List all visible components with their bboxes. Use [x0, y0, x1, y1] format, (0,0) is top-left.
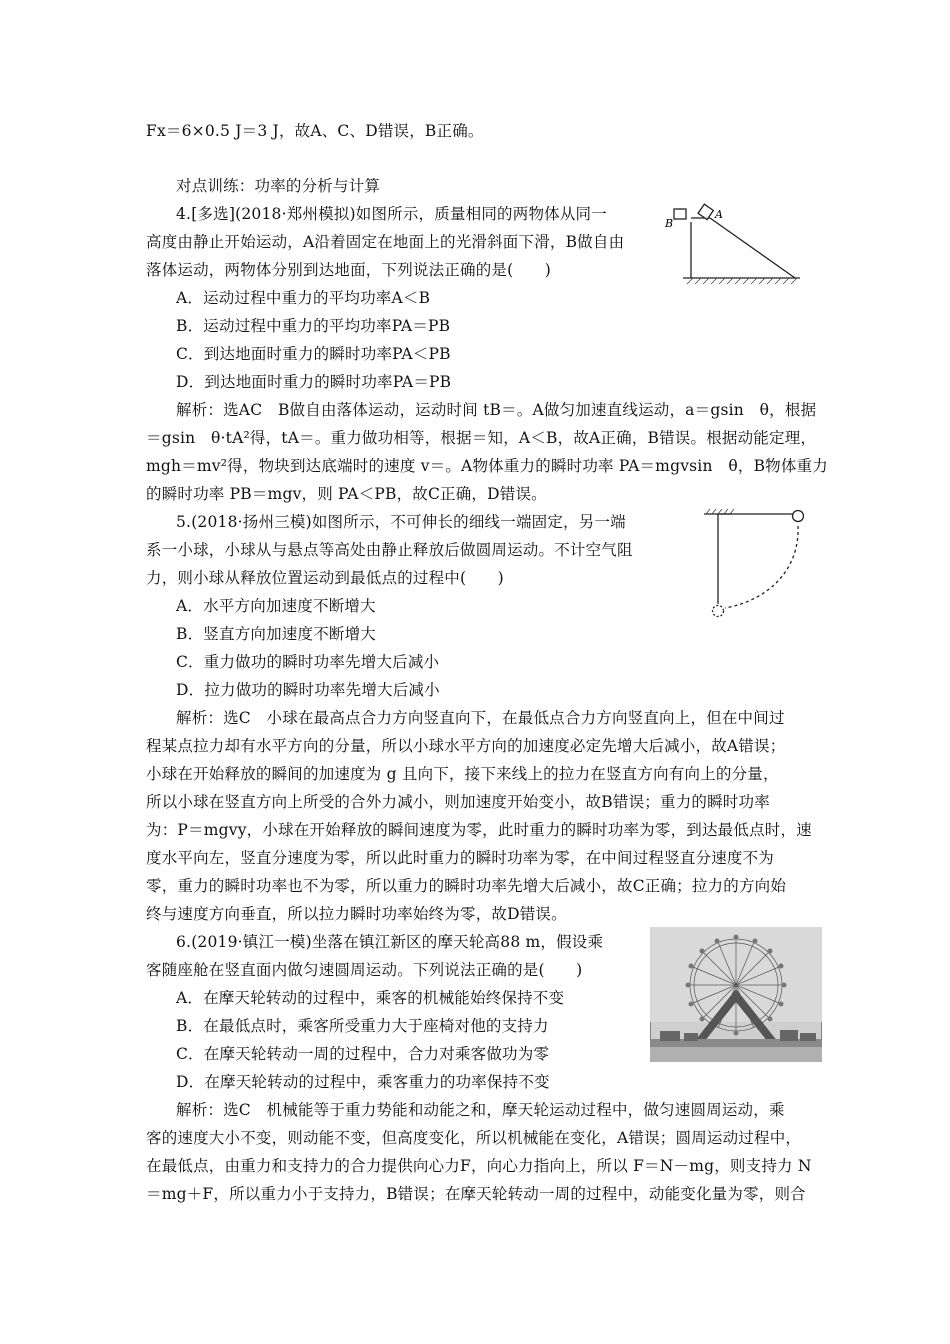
text-line: 力，则小球从释放位置运动到最低点的过程中( ) — [146, 569, 504, 587]
pendulum-figure — [700, 508, 810, 623]
text-line: 所以小球在竖直方向上所受的合外力减小，则加速度开始变小，故B错误；重力的瞬时功率 — [146, 793, 770, 811]
option-d: D．在摩天轮转动的过程中，乘客重力的功率保持不变 — [176, 1073, 550, 1091]
incline-figure — [655, 198, 805, 290]
question-4-stem: 4.[多选](2018·郑州模拟)如图所示，质量相同的两物体从同一 — [176, 205, 607, 223]
option-a: A．运动过程中重力的平均功率A＜B — [176, 289, 431, 307]
text-line: Fx＝6×0.5 J＝3 J，故A、C、D错误，B正确。 — [146, 122, 484, 140]
label-a: A — [715, 208, 723, 221]
text-line: mgh＝mv²得，物块到达底端时的速度 v＝。A物体重力的瞬时功率 PA＝mgvsin θ，B物体重力 — [146, 457, 828, 475]
option-c: C．重力做功的瞬时功率先增大后减小 — [176, 653, 440, 671]
text-line: 系一小球，小球从与悬点等高处由静止释放后做圆周运动。不计空气阻 — [146, 541, 633, 559]
analysis-4: 解析：选AC B做自由落体运动，运动时间 tB＝。A做匀加速直线运动，a＝gsin θ，根据 — [176, 401, 817, 419]
label-b: B — [665, 217, 674, 230]
text-line: 零，重力的瞬时功率也不为零，所以重力的瞬时功率先增大后减小，故C正确；拉力的方向始 — [146, 877, 787, 895]
option-b: B．在最低点时，乘客所受重力大于座椅对他的支持力 — [176, 1017, 549, 1035]
analysis-5: 解析：选C 小球在最高点合力方向竖直向下，在最低点合力方向竖直向上，但在中间过 — [176, 709, 785, 727]
option-d: D．拉力做功的瞬时功率先增大后减小 — [176, 681, 440, 699]
option-a: A．水平方向加速度不断增大 — [176, 597, 376, 615]
text-line: 终与速度方向垂直，所以拉力瞬时功率始终为零，故D错误。 — [146, 905, 567, 923]
text-line: 客的速度大小不变，则动能不变，但高度变化，所以机械能在变化，A错误；圆周运动过程中， — [146, 1129, 802, 1147]
text-line: ＝mg＋F，所以重力小于支持力，B错误；在摩天轮转动一周的过程中，动能变化量为零，则合 — [146, 1185, 806, 1203]
text-line: 小球在开始释放的瞬间的加速度为 g 且向下，接下来线上的拉力在竖直方向有向上的分量， — [146, 765, 779, 783]
question-6-stem: 6.(2019·镇江一模)坐落在镇江新区的摩天轮高88 m，假设乘 — [176, 933, 604, 951]
option-b: B．运动过程中重力的平均功率PA＝PB — [176, 317, 451, 335]
text-line: ＝gsin θ·tA²得，tA＝。重力做功相等，根据＝知，A＜B，故A正确，B错误。根据动能定理， — [146, 429, 817, 447]
option-d: D．到达地面时重力的瞬时功率PA＝PB — [176, 373, 452, 391]
text-line: 的瞬时功率 PB＝mgv，则 PA＜PB，故C正确，D错误。 — [146, 485, 547, 503]
text-line: 高度由静止开始运动，A沿着固定在地面上的光滑斜面下滑，B做自由 — [146, 233, 625, 251]
text-line: 在最低点，由重力和支持力的合力提供向心力F，向心力指向上，所以 F＝N－mg，则支持力 N — [146, 1157, 812, 1175]
text-line: 为：P＝mgvy，小球在开始释放的瞬间速度为零，此时重力的瞬时功率为零，到达最低点时，速 — [146, 821, 812, 839]
option-c: C．到达地面时重力的瞬时功率PA＜PB — [176, 345, 451, 363]
section-heading: 对点训练：功率的分析与计算 — [176, 177, 381, 195]
text-line: 度水平向左，竖直分速度为零，所以此时重力的瞬时功率为零，在中间过程竖直分速度不为 — [146, 849, 775, 867]
analysis-6: 解析：选C 机械能等于重力势能和动能之和，摩天轮运动过程中，做匀速圆周运动，乘 — [176, 1101, 785, 1119]
text-line: 客随座舱在竖直面内做匀速圆周运动。下列说法正确的是( ) — [146, 961, 583, 979]
option-b: B．竖直方向加速度不断增大 — [176, 625, 376, 643]
text-line: 落体运动，两物体分别到达地面，下列说法正确的是( ) — [146, 261, 551, 279]
question-5-stem: 5.(2018·扬州三模)如图所示，不可伸长的细线一端固定，另一端 — [176, 513, 626, 531]
ferris-wheel-photo — [650, 927, 822, 1062]
text-line: 程某点拉力却有水平方向的分量，所以小球水平方向的加速度必定先增大后减小，故A错误； — [146, 737, 786, 755]
option-a: A．在摩天轮转动的过程中，乘客的机械能始终保持不变 — [176, 989, 565, 1007]
option-c: C．在摩天轮转动一周的过程中，合力对乘客做功为零 — [176, 1045, 550, 1063]
